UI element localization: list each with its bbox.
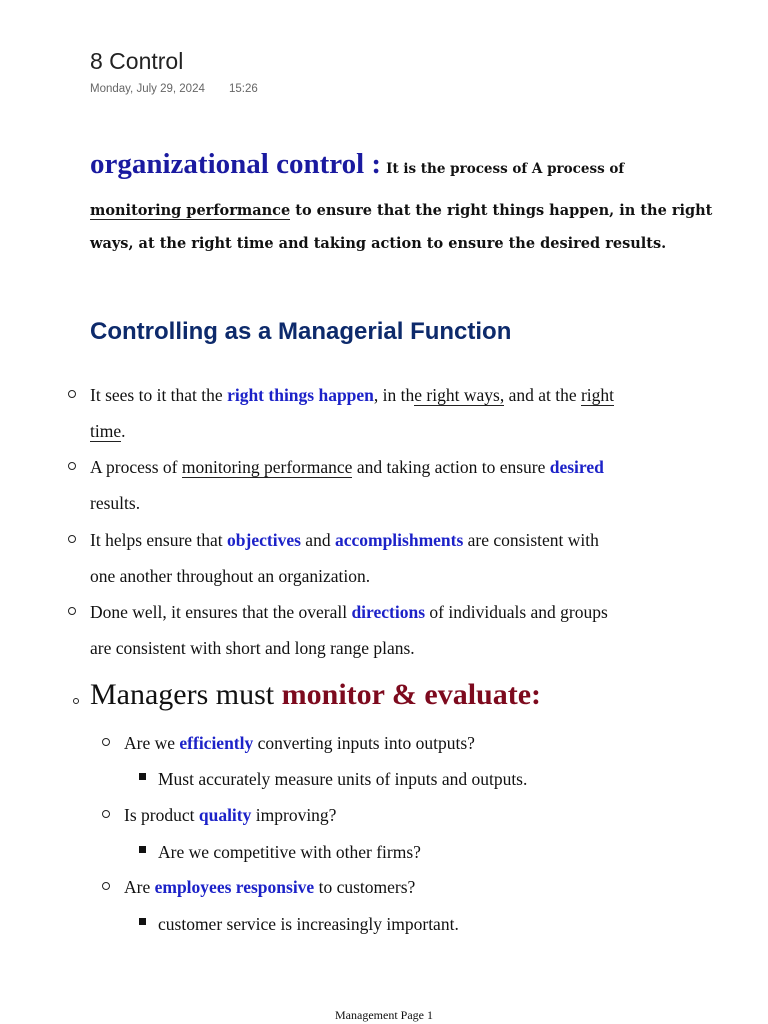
bullet-text: are consistent with	[463, 530, 599, 550]
highlight-term: quality	[198, 805, 252, 825]
page-title: 8 Control	[90, 48, 184, 74]
highlight-term: right things happen	[227, 385, 374, 405]
managers-text: Managers must	[90, 678, 282, 711]
sub-item-employees	[124, 877, 415, 898]
bullet-square-icon	[139, 918, 146, 925]
bullet-circle-icon	[102, 738, 110, 746]
bullet-text: and taking action to ensure	[352, 457, 550, 477]
bullet-text: Done well, it ensures that the overall	[90, 602, 352, 622]
bullet-text: It helps ensure that	[90, 530, 228, 550]
bullet-text: Are we	[124, 733, 180, 753]
highlight-term: desired	[549, 457, 604, 477]
definition-line-1	[90, 148, 624, 181]
bullet-square-icon	[139, 846, 146, 853]
bullet-text: Is product	[124, 805, 199, 825]
bullet-square-icon	[139, 773, 146, 780]
bullet-text: A process of	[90, 457, 182, 477]
sub-sub-item-competitive: Are we competitive with other firms?	[158, 842, 421, 862]
section-heading: Controlling as a Managerial Function	[90, 318, 512, 345]
bullet-2-line-2: results.	[90, 493, 141, 513]
bullet-2-line-1	[90, 457, 604, 478]
page-time: 15:26	[229, 83, 258, 95]
underlined-text: time	[90, 421, 122, 441]
bullet-circle-icon	[102, 882, 110, 890]
underlined-text: monitoring performance	[181, 457, 353, 477]
highlight-term: employees responsive	[154, 877, 315, 897]
sub-item-quality	[124, 805, 336, 826]
bullet-text: improving?	[251, 805, 337, 825]
bullet-text: It sees to it that the	[90, 385, 228, 405]
definition-text: It is the process of A process of	[386, 161, 625, 177]
bullet-circle-icon	[68, 607, 76, 615]
bullet-circle-icon	[102, 810, 110, 818]
bullet-circle-icon	[73, 698, 79, 704]
bullet-text: and at the	[504, 385, 581, 405]
definition-text: to ensure that the right things happen, in the right	[290, 202, 713, 219]
managers-highlight: monitor & evaluate:	[281, 678, 542, 711]
bullet-text: Are	[124, 877, 155, 897]
bullet-3-line-1	[90, 530, 599, 551]
bullet-text: to customers?	[314, 877, 416, 897]
definition-line-2	[90, 202, 712, 219]
bullet-text: .	[121, 421, 126, 441]
page-footer: Management Page 1	[335, 1008, 433, 1022]
bullet-text: converting inputs into outputs?	[253, 733, 475, 753]
underlined-text: e right ways,	[414, 385, 505, 405]
sub-item-efficiency	[124, 733, 475, 754]
definition-line-3: ways, at the right time and taking action to ensure the desired results.	[90, 235, 667, 252]
bullet-circle-icon	[68, 462, 76, 470]
bullet-text: of individuals and groups	[425, 602, 608, 622]
highlight-term: directions	[351, 602, 426, 622]
bullet-4-line-2: are consistent with short and long range plans.	[90, 638, 415, 658]
bullet-text: , in th	[373, 385, 415, 405]
highlight-term: efficiently	[179, 733, 254, 753]
underlined-text: right	[580, 385, 615, 405]
sub-sub-item-customer-service: customer service is increasingly important.	[158, 914, 459, 934]
managers-heading	[90, 678, 541, 712]
sub-sub-item-measure: Must accurately measure units of inputs and outputs.	[158, 769, 528, 789]
bullet-1-line-2	[90, 421, 125, 442]
bullet-text: and	[300, 530, 335, 550]
highlight-term: objectives	[227, 530, 301, 550]
highlight-term: accomplishments	[334, 530, 464, 550]
definition-term: organizational control :	[90, 148, 382, 180]
bullet-1-line-1	[90, 385, 614, 406]
bullet-3-line-2: one another throughout an organization.	[90, 566, 371, 586]
definition-underlined: monitoring performance	[90, 202, 291, 219]
bullet-circle-icon	[68, 535, 76, 543]
bullet-circle-icon	[68, 390, 76, 398]
page-date: Monday, July 29, 2024	[90, 83, 205, 95]
bullet-4-line-1	[90, 602, 608, 623]
